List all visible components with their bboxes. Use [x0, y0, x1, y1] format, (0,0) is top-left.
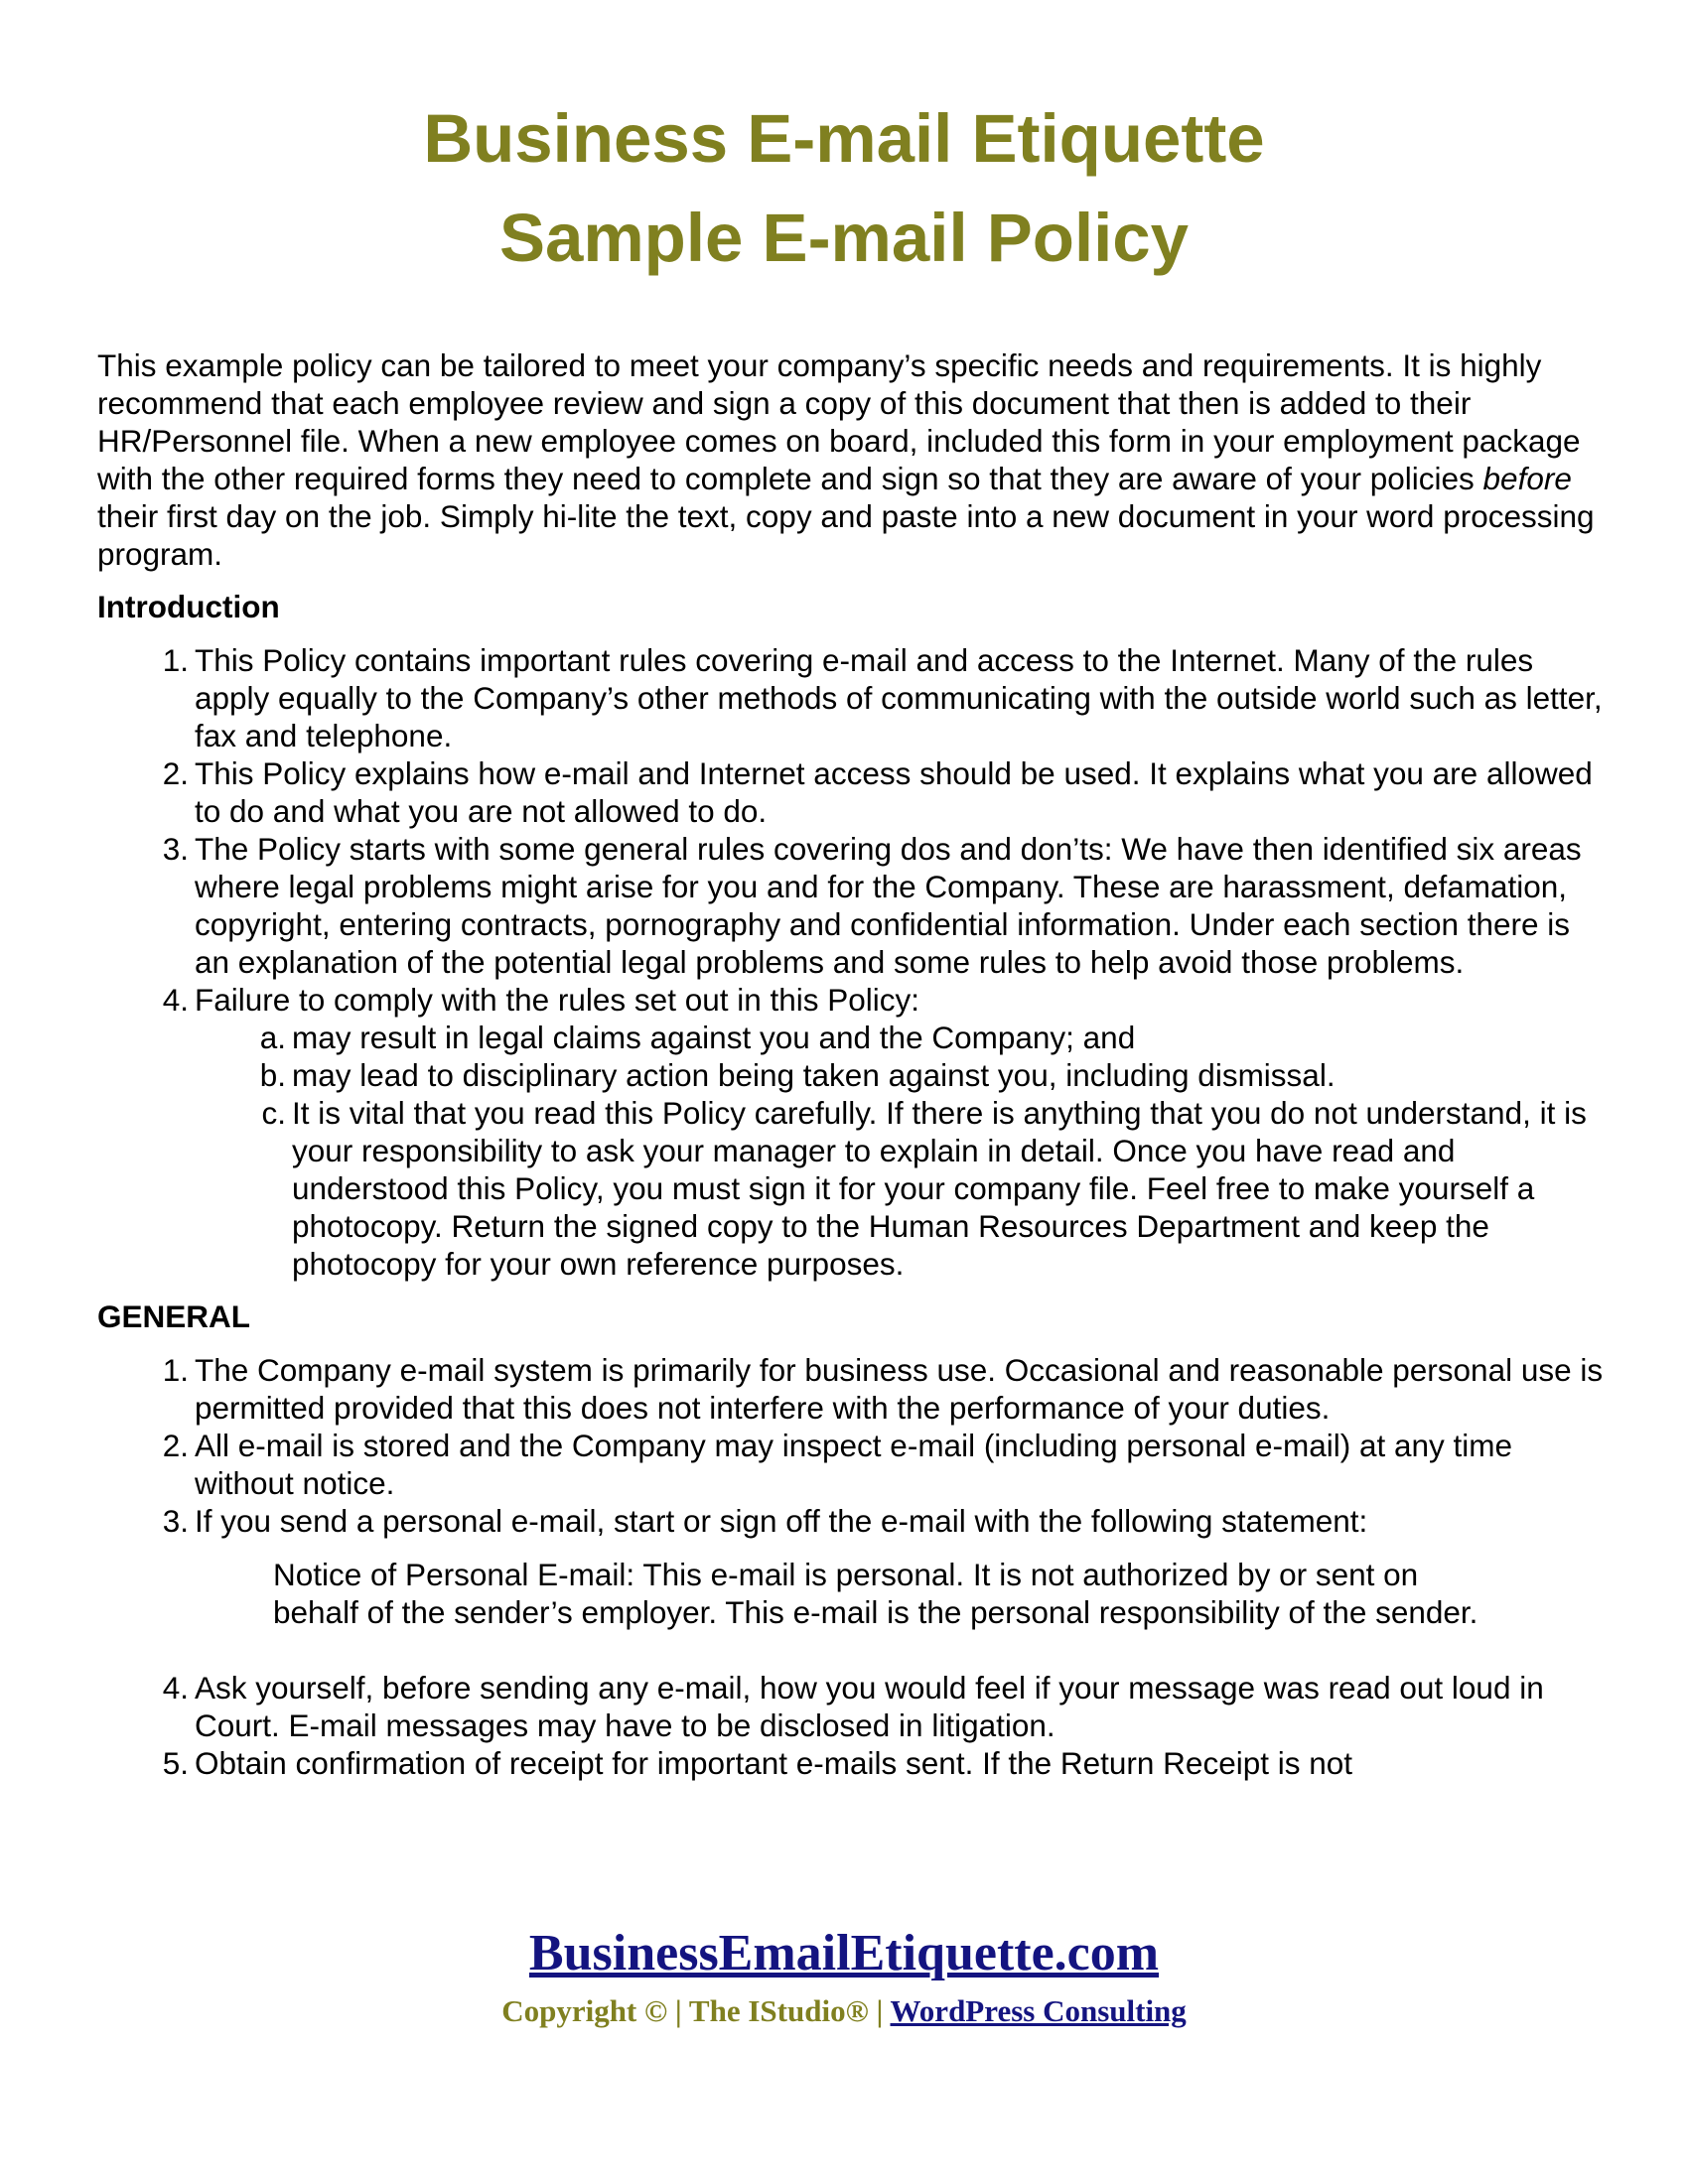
list-marker: 1.	[162, 642, 189, 678]
sub-list-item	[195, 1094, 1607, 1283]
list-item-text: If you send a personal e-mail, start or sign off the e-mail with the following statement:	[195, 1503, 1368, 1539]
list-item	[97, 830, 1607, 981]
document-subtitle: Sample E-mail Policy	[498, 200, 1190, 276]
list-item	[97, 641, 1607, 754]
list-marker: 4.	[162, 1670, 189, 1706]
document-title: Business E-mail Etiquette	[423, 100, 1265, 177]
copyright-text: Copyright © | The IStudio® |	[501, 1993, 891, 2028]
introduction-list	[97, 641, 1607, 1283]
intro-paragraph	[97, 346, 1607, 573]
list-marker: 3.	[162, 831, 189, 867]
list-marker: 4.	[162, 982, 189, 1018]
general-list	[97, 1351, 1607, 1540]
list-marker: 2.	[162, 1428, 189, 1463]
sub-list-item-text: may lead to disciplinary action being taken against you, including dismissal.	[292, 1057, 1336, 1093]
list-marker: 3.	[162, 1503, 189, 1539]
intro-emphasis: before	[1482, 461, 1572, 496]
sub-list-marker: c.	[261, 1095, 286, 1131]
list-item	[97, 1669, 1607, 1744]
list-item-text: Failure to comply with the rules set out in this Policy:	[195, 982, 920, 1018]
general-list-continued	[97, 1669, 1607, 1782]
list-item	[97, 1502, 1607, 1540]
sub-list-marker: b.	[259, 1057, 286, 1093]
list-marker: 1.	[162, 1352, 189, 1388]
list-item	[97, 1744, 1607, 1782]
intro-text-part2: their first day on the job. Simply hi-lite the text, copy and paste into a new document in your word processing program.	[97, 498, 1595, 572]
footer-copyright	[0, 1991, 1688, 2031]
section-heading-introduction: Introduction	[97, 589, 280, 624]
sub-list-item-text: It is vital that you read this Policy carefully. If there is anything that you do not understand, it is your responsibility to ask your manager to explain in detail. Once you have read and understood this Policy, you must sign it for your company file. Feel free to make yourself a photocopy. Return the signed copy to the Human Resources Department and keep the photocopy for your own reference purposes.	[292, 1095, 1587, 1282]
list-item-text: Obtain confirmation of receipt for important e-mails sent. If the Return Receipt is not	[195, 1745, 1353, 1781]
sub-list-item	[195, 1056, 1607, 1094]
list-item-text: This Policy contains important rules covering e-mail and access to the Internet. Many of the rules apply equally to the Company’s other methods of communicating with the outside world such as letter, fax and telephone.	[195, 642, 1603, 753]
sub-list	[195, 1019, 1607, 1283]
list-item-text: The Policy starts with some general rules covering dos and don’ts: We have then identified six areas where legal problems might arise for you and for the Company. These are harassment, defamation, copyright, entering contracts, pornography and confidential information. Under each section there is an explanation of the potential legal problems and some rules to help avoid those problems.	[195, 831, 1582, 980]
sub-list-item-text: may result in legal claims against you and the Company; and	[292, 1020, 1136, 1055]
sub-list-item	[195, 1019, 1607, 1056]
wordpress-consulting-link[interactable]: WordPress Consulting	[890, 1993, 1187, 2028]
personal-email-notice: Notice of Personal E-mail: This e-mail is personal. It is not authorized by or sent on behalf of the sender’s employer. This e-mail is the personal responsibility of the sender.	[273, 1557, 1478, 1630]
list-item-text: The Company e-mail system is primarily for business use. Occasional and reasonable personal use is permitted provided that this does not interfere with the performance of your duties.	[195, 1352, 1604, 1426]
list-item-text: All e-mail is stored and the Company may inspect e-mail (including personal e-mail) at any time without notice.	[195, 1428, 1513, 1501]
intro-text-part1: This example policy can be tailored to meet your company’s specific needs and requirements. It is highly recommend that each employee review and sign a copy of this document that then is added to their HR/Personnel file. When a new employee comes on board, included this form in your employment package with the other required forms they need to complete and sign so that they are aware of your policies	[97, 347, 1581, 496]
list-item	[97, 1351, 1607, 1427]
list-item	[97, 981, 1607, 1283]
list-item	[97, 754, 1607, 830]
list-marker: 2.	[162, 755, 189, 791]
list-item-text: Ask yourself, before sending any e-mail, how you would feel if your message was read out loud in Court. E-mail messages may have to be disclosed in litigation.	[195, 1670, 1544, 1743]
list-marker: 5.	[162, 1745, 189, 1781]
section-heading-general: GENERAL	[97, 1298, 251, 1334]
sub-list-marker: a.	[259, 1020, 286, 1055]
site-link[interactable]: BusinessEmailEtiquette.com	[528, 1925, 1160, 1981]
document-body	[97, 346, 1607, 1782]
list-item-text: This Policy explains how e-mail and Internet access should be used. It explains what you are allowed to do and what you are not allowed to do.	[195, 755, 1593, 829]
list-item	[97, 1427, 1607, 1502]
